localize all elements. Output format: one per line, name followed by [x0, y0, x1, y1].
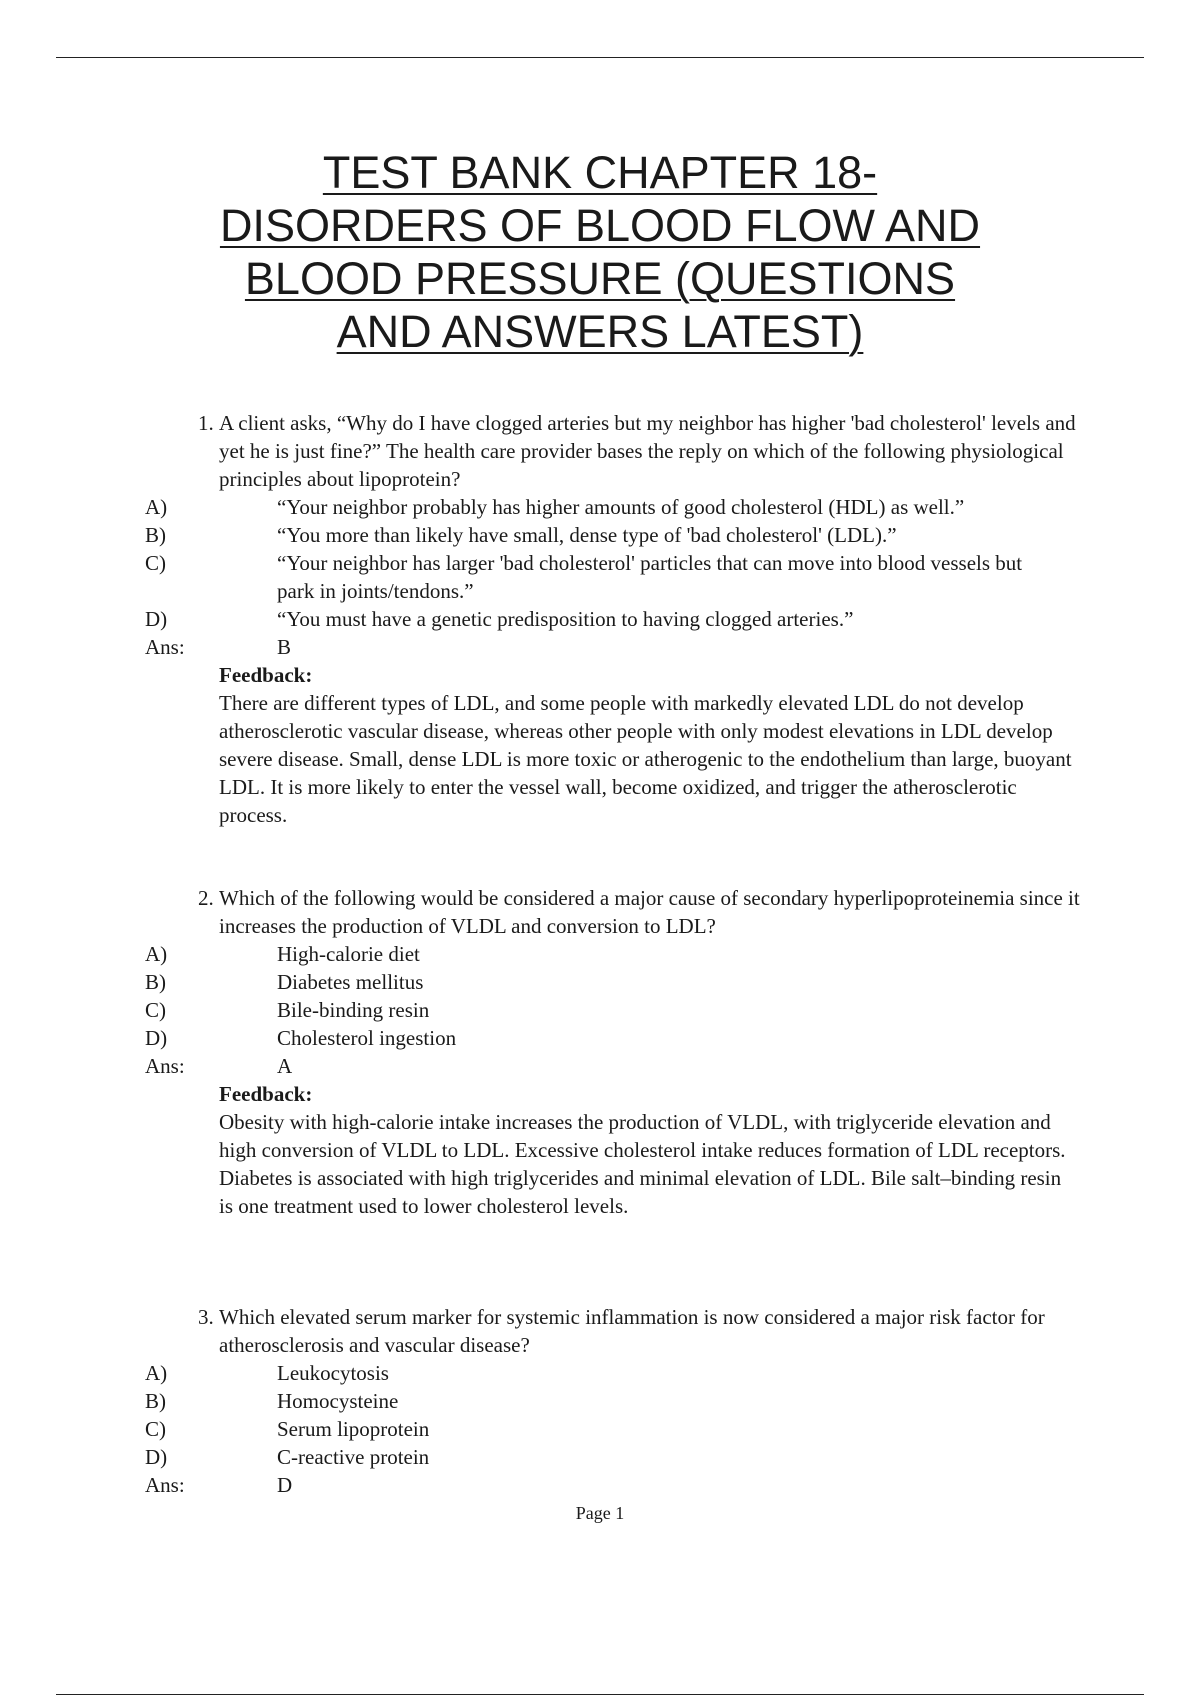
answer-row: [0, 1471, 1087, 1499]
option-d: [0, 1443, 1087, 1471]
title-line: BLOOD PRESSURE (QUESTIONS: [244, 253, 956, 304]
option-text: Serum lipoprotein: [277, 1417, 430, 1441]
question-stem: [0, 409, 1089, 493]
option-text: Leukocytosis: [277, 1361, 389, 1385]
feedback-text: There are different types of LDL, and some people with markedly elevated LDL do not develop atherosclerotic vascular disease, whereas other people with only modest elevations in LDL develop severe disease. Small, dense LDL is more toxic or atherogenic to the endothelium than large, buoyant LDL. It is more likely to enter the vessel wall, become oxidized, and trigger the atherosclerotic process.: [219, 691, 1072, 827]
top-rule: [56, 57, 1144, 58]
option-b: [0, 521, 1087, 549]
option-label: A): [145, 1361, 168, 1385]
option-label: C): [145, 551, 166, 575]
option-a: [0, 940, 1087, 968]
option-text: Bile-binding resin: [277, 998, 430, 1022]
option-label: D): [145, 607, 168, 631]
option-text: “Your neighbor has larger 'bad cholesterol' particles that can move into blood vessels but park in joints/tendons.”: [277, 551, 1023, 603]
option-text: “You more than likely have small, dense type of 'bad cholesterol' (LDL).”: [277, 523, 897, 547]
option-b: [0, 1387, 1087, 1415]
option-label: B): [145, 523, 166, 547]
question-text: Which elevated serum marker for systemic inflammation is now considered a major risk factor for atherosclerosis and vascular disease?: [219, 1305, 1045, 1357]
title-line: DISORDERS OF BLOOD FLOW AND: [219, 200, 981, 251]
option-a: [0, 493, 1087, 521]
feedback-heading: Feedback:: [219, 1082, 313, 1106]
title-line: TEST BANK CHAPTER 18-: [322, 147, 878, 198]
answer-label: Ans:: [145, 1473, 185, 1497]
option-a: [0, 1359, 1087, 1387]
option-c: [0, 549, 1037, 605]
page-number: Page 1: [575, 1503, 625, 1523]
answer-value: B: [277, 635, 292, 659]
option-label: D): [145, 1445, 168, 1469]
question-stem: [0, 884, 1099, 940]
bottom-rule: [56, 1694, 1144, 1695]
answer-value: D: [277, 1473, 293, 1497]
feedback-text: Obesity with high-calorie intake increases the production of VLDL, with triglyceride elevation and high conversion of VLDL to LDL. Excessive cholesterol intake reduces formation of LDL receptors. Diabetes is associated with high triglycerides and minimal elevation of LDL. Bile salt–binding resin is one treatment used to lower cholesterol levels.: [219, 1110, 1066, 1218]
option-label: C): [145, 998, 166, 1022]
option-label: A): [145, 495, 168, 519]
option-c: [0, 996, 1087, 1024]
option-label: B): [145, 970, 166, 994]
answer-value: A: [277, 1054, 293, 1078]
question-stem: [0, 1303, 1089, 1359]
option-text: C-reactive protein: [277, 1445, 430, 1469]
question-1: [0, 409, 1200, 829]
option-label: D): [145, 1026, 168, 1050]
feedback-heading: Feedback:: [219, 663, 313, 687]
option-d: [0, 1024, 1087, 1052]
answer-label: Ans:: [145, 635, 185, 659]
option-text: “Your neighbor probably has higher amounts of good cholesterol (HDL) as well.”: [277, 495, 965, 519]
option-text: Cholesterol ingestion: [277, 1026, 457, 1050]
option-d: [0, 605, 1087, 633]
question-2: [0, 884, 1200, 1220]
option-text: Homocysteine: [277, 1389, 399, 1413]
option-b: [0, 968, 1087, 996]
question-3: [0, 1303, 1200, 1499]
option-text: “You must have a genetic predisposition to having clogged arteries.”: [277, 607, 854, 631]
answer-label: Ans:: [145, 1054, 185, 1078]
option-text: Diabetes mellitus: [277, 970, 424, 994]
answer-row: [0, 633, 1087, 661]
question-text: A client asks, “Why do I have clogged arteries but my neighbor has higher 'bad cholesterol' levels and yet he is just fine?” The health care provider bases the reply on which of the following physiological principles about lipoprotein?: [219, 411, 1076, 491]
title-line: AND ANSWERS LATEST): [336, 306, 864, 357]
question-number: 2.: [198, 886, 214, 910]
answer-row: [0, 1052, 1087, 1080]
document-title: [200, 146, 1000, 358]
option-c: [0, 1415, 1087, 1443]
option-label: B): [145, 1389, 166, 1413]
option-text: High-calorie diet: [277, 942, 420, 966]
question-number: 3.: [198, 1305, 214, 1329]
option-label: A): [145, 942, 168, 966]
option-label: C): [145, 1417, 166, 1441]
question-number: 1.: [198, 411, 214, 435]
question-text: Which of the following would be considered a major cause of secondary hyperlipoproteinemia since it increases the production of VLDL and conversion to LDL?: [219, 886, 1080, 938]
